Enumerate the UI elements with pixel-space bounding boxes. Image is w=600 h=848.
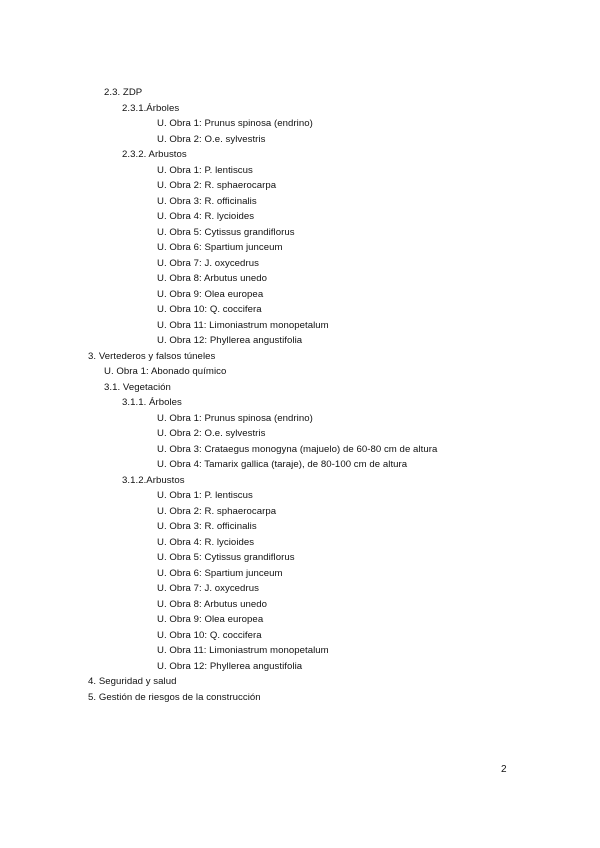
outline-line: U. Obra 2: O.e. sylvestris <box>157 428 266 439</box>
outline-line: 3.1.1. Árboles <box>122 397 182 408</box>
outline-line: U. Obra 1: P. lentiscus <box>157 164 253 176</box>
outline-line: U. Obra 4: R. lycioides <box>157 211 255 222</box>
outline-line: U. Obra 1: P. lentiscus <box>157 490 253 501</box>
outline-line: U. Obra 10: Q. coccifera <box>157 629 262 641</box>
outline-line: U. Obra 9: Olea europea <box>157 288 264 300</box>
outline-line: U. Obra 1: Prunus spinosa (endrino) <box>157 412 313 424</box>
outline-line: 3.1.2.Arbustos <box>122 474 185 486</box>
outline-line: U. Obra 11: Limoniastrum monopetalum <box>157 645 329 656</box>
outline-line: U. Obra 3: Crataegus monogyna (majuelo) de 60-80 cm de altura <box>157 443 438 455</box>
outline-line: 4. Seguridad y salud <box>88 676 177 687</box>
outline-line: U. Obra 12: Phyllerea angustifolia <box>157 660 303 672</box>
outline-line: U. Obra 9: Olea europea <box>157 614 264 625</box>
outline-line: 5. Gestión de riesgos de la construcción <box>88 691 261 703</box>
outline-line: U. Obra 1: Prunus spinosa (endrino) <box>157 118 313 129</box>
outline-line: U. Obra 4: R. lycioides <box>157 536 255 548</box>
outline-line: U. Obra 8: Arbutus unedo <box>157 598 267 610</box>
outline-line: U. Obra 3: R. officinalis <box>157 521 257 532</box>
page-number: 2 <box>501 764 507 775</box>
outline-line: 3.1. Vegetación <box>104 381 171 393</box>
outline-line: U. Obra 1: Abonado químico <box>104 366 227 377</box>
outline-line: 2.3. ZDP <box>104 87 143 98</box>
outline-line: U. Obra 7: J. oxycedrus <box>157 583 259 594</box>
outline-line: U. Obra 6: Spartium junceum <box>157 567 283 579</box>
outline-line: 2.3.2. Arbustos <box>122 149 187 160</box>
outline-line: U. Obra 2: O.e. sylvestris <box>157 133 266 145</box>
outline-line: 3. Vertederos y falsos túneles <box>88 350 216 362</box>
outline-line: U. Obra 6: Spartium junceum <box>157 242 283 253</box>
outline-line: U. Obra 12: Phyllerea angustifolia <box>157 335 303 346</box>
outline-line: U. Obra 5: Cytissus grandiflorus <box>157 552 295 563</box>
outline-line: U. Obra 4: Tamarix gallica (taraje), de 80-100 cm de altura <box>157 459 408 470</box>
outline-line: U. Obra 11: Limoniastrum monopetalum <box>157 319 329 331</box>
outline-line: U. Obra 10: Q. coccifera <box>157 304 262 315</box>
outline-line: U. Obra 3: R. officinalis <box>157 195 257 207</box>
outline-line: U. Obra 8: Arbutus unedo <box>157 273 267 284</box>
outline-line: U. Obra 2: R. sphaerocarpa <box>157 180 277 191</box>
outline-line: U. Obra 7: J. oxycedrus <box>157 257 259 269</box>
outline-line: 2.3.1.Árboles <box>122 102 180 114</box>
outline-line: U. Obra 2: R. sphaerocarpa <box>157 505 277 517</box>
outline-line: U. Obra 5: Cytissus grandiflorus <box>157 226 295 238</box>
